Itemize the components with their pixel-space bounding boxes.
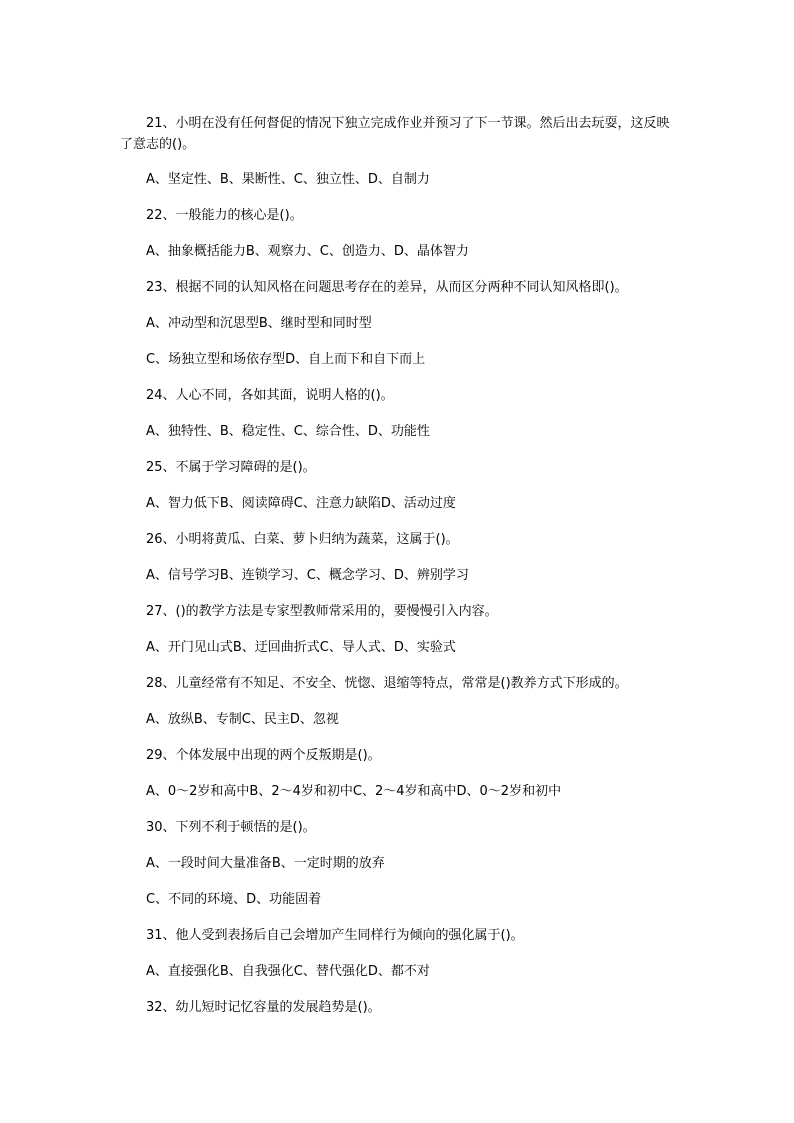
question-28: 28、儿童经常有不知足、不安全、恍惚、退缩等特点，常常是()教养方式下形成的。 bbox=[146, 676, 628, 691]
question-32: 32、幼儿短时记忆容量的发展趋势是()。 bbox=[146, 1000, 381, 1015]
options-23-line-1: A、冲动型和沉思型B、继时型和同时型 bbox=[146, 316, 372, 331]
options-30-line-1: A、一段时间大量准备B、一定时期的放弃 bbox=[146, 856, 385, 871]
question-22: 22、一般能力的核心是()。 bbox=[146, 208, 303, 223]
options-22: A、抽象概括能力B、观察力、C、创造力、D、晶体智力 bbox=[146, 244, 469, 259]
options-21: A、坚定性、B、果断性、C、独立性、D、自制力 bbox=[146, 172, 430, 187]
question-30: 30、下列不利于顿悟的是()。 bbox=[146, 820, 316, 835]
options-28: A、放纵B、专制C、民主D、忽视 bbox=[146, 712, 339, 727]
options-24: A、独特性、B、稳定性、C、综合性、D、功能性 bbox=[146, 424, 430, 439]
question-23: 23、根据不同的认知风格在问题思考存在的差异，从而区分两种不同认知风格即()。 bbox=[146, 280, 628, 295]
options-23-line-2: C、场独立型和场依存型D、自上而下和自下而上 bbox=[146, 352, 426, 367]
options-31: A、直接强化B、自我强化C、替代强化D、都不对 bbox=[146, 964, 430, 979]
options-29: A、0～2岁和高中B、2～4岁和初中C、2～4岁和高中D、0～2岁和初中 bbox=[146, 784, 562, 799]
question-31: 31、他人受到表扬后自己会增加产生同样行为倾向的强化属于()。 bbox=[146, 928, 524, 943]
options-25: A、智力低下B、阅读障碍C、注意力缺陷D、活动过度 bbox=[146, 496, 456, 511]
question-26: 26、小明将黄瓜、白菜、萝卜归纳为蔬菜，这属于()。 bbox=[146, 532, 459, 547]
question-29: 29、个体发展中出现的两个反叛期是()。 bbox=[146, 748, 381, 763]
question-21: 21、小明在没有任何督促的情况下独立完成作业并预习了下一节课。然后出去玩耍，这反映了意志的()。 bbox=[120, 116, 670, 152]
options-30-line-2: C、不同的环境、D、功能固着 bbox=[146, 892, 322, 907]
question-24: 24、人心不同，各如其面，说明人格的()。 bbox=[146, 388, 394, 403]
options-26: A、信号学习B、连锁学习、C、概念学习、D、辨别学习 bbox=[146, 568, 469, 583]
options-27: A、开门见山式B、迂回曲折式C、导人式、D、实验式 bbox=[146, 640, 456, 655]
question-27: 27、()的教学方法是专家型教师常采用的，要慢慢引入内容。 bbox=[146, 604, 498, 619]
question-25: 25、不属于学习障碍的是()。 bbox=[146, 460, 316, 475]
